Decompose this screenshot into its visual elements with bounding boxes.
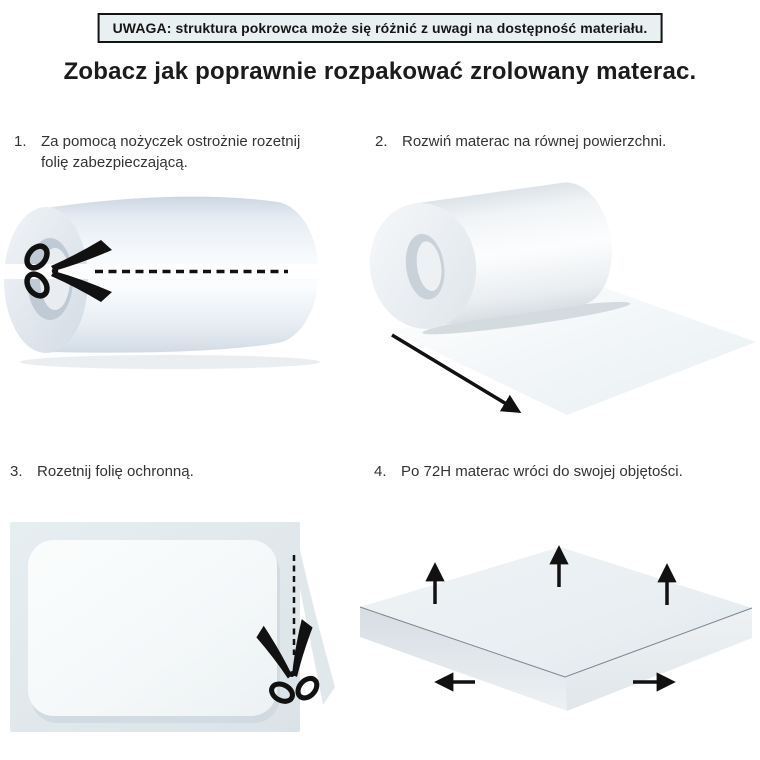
flat-mattress-foil-illustration bbox=[5, 515, 340, 737]
step-3-number: 3. bbox=[10, 463, 23, 480]
unrolling-mattress-illustration bbox=[362, 165, 760, 425]
notice-banner-text: UWAGA: struktura pokrowca może się różnić z uwagi na dostępność materiału. bbox=[112, 20, 648, 36]
step-1-text: Za pomocą nożyczek ostrożnie rozetnij folię zabezpieczającą. bbox=[41, 133, 301, 171]
step-1-caption bbox=[14, 131, 326, 173]
step-4-caption bbox=[374, 461, 683, 482]
step-1-number: 1. bbox=[14, 133, 27, 150]
step-3-caption bbox=[10, 461, 194, 482]
step-3-text: Rozetnij folię ochronną. bbox=[37, 463, 194, 480]
step-2-number: 2. bbox=[375, 133, 388, 150]
roll-shadow bbox=[20, 355, 320, 369]
step-4-text: Po 72H materac wróci do swojej objętości. bbox=[401, 463, 683, 480]
page-title: Zobacz jak poprawnie rozpakować zrolowany materac. bbox=[63, 58, 697, 85]
step-2-text: Rozwiń materac na równej powierzchni. bbox=[402, 133, 667, 150]
notice-banner bbox=[98, 13, 663, 43]
step-2-caption bbox=[375, 131, 666, 152]
expanding-mattress-illustration bbox=[358, 540, 760, 725]
mattress-top bbox=[28, 540, 277, 716]
step-4-number: 4. bbox=[374, 463, 387, 480]
rolled-mattress-illustration bbox=[0, 188, 335, 383]
